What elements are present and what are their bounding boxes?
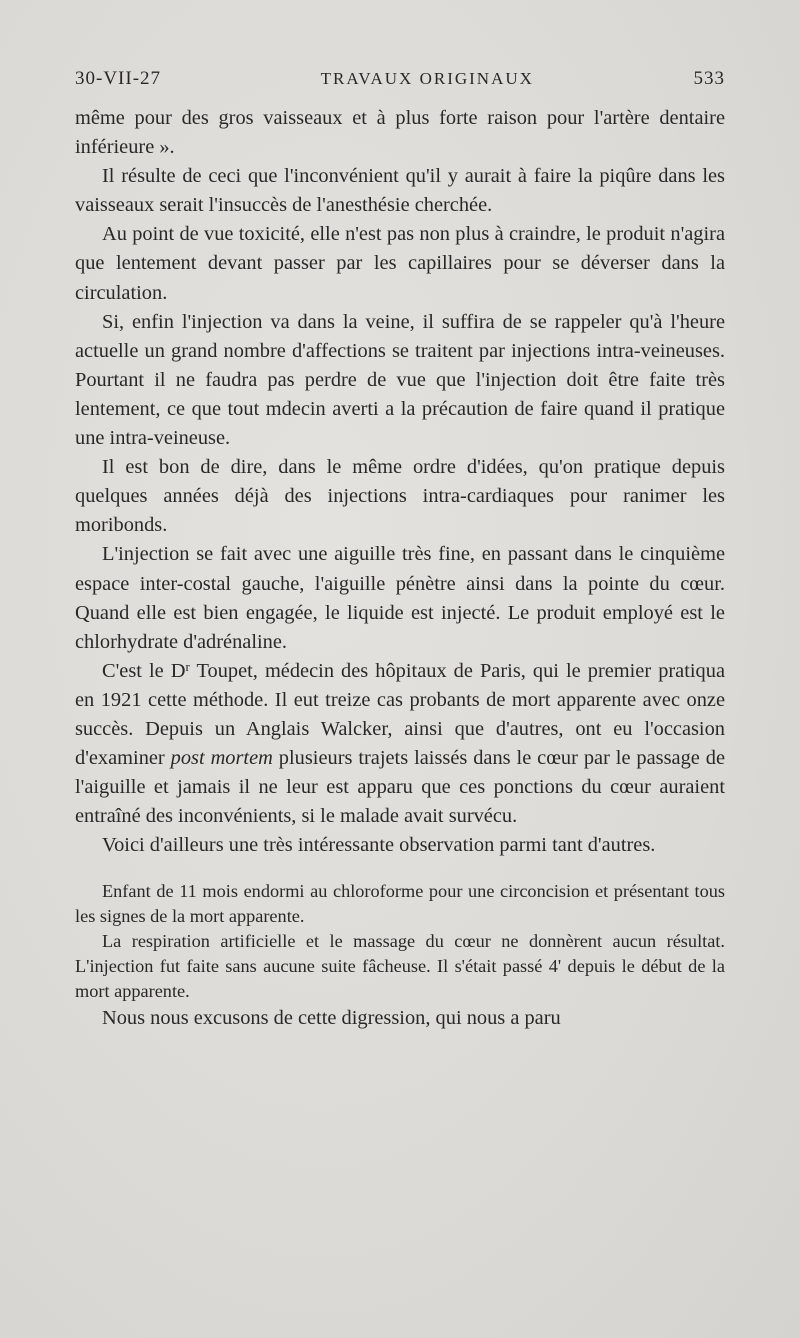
observation-block [75,879,725,1004]
observation-line-2: La respiration artificielle et le massage du cœur ne donnèrent aucun résultat. L'injection fut faite sans aucune suite fâcheuse. Il s'était passé 4' depuis le début de la mort apparente. [75,931,725,1002]
paragraph-6: L'injection se fait avec une aiguille très fine, en passant dans le cinquième espace inter-costal gauche, l'aiguille pénètre ainsi dans la pointe du cœur. Quand elle est bien engagée, le liquide est injecté. Le produit employé est le chlorhydrate d'adrénaline. [75,543,725,653]
running-head [75,68,725,96]
paragraph-4: Si, enfin l'injection va dans la veine, il suffira de se rappeler qu'à l'heure actuelle un grand nombre d'affections se traitent par injections intra-veineuses. Pourtant il ne faudra pas perdre de vue que l'injection doit être faite très lentement, ce que tout mdecin averti a la précaution de faire quand il pratique une intra-veineuse. [75,310,725,450]
paragraph-2: Il résulte de ceci que l'inconvénient qu'il y aurait à faire la piqûre dans les vaisseaux serait l'insuccès de l'anesthésie cherchée. [75,165,725,217]
observation-line-1: Enfant de 11 mois endormi au chloroforme pour une circoncision et présentant tous les signes de la mort apparente. [75,881,725,927]
paragraph-7-start: C'est le D [102,659,186,682]
paragraph-3: Au point de vue toxicité, elle n'est pas non plus à craindre, le produit n'agira que lentement devant passer par les capillaires pour se déverser dans la circulation. [75,223,725,304]
paragraph-1: même pour des gros vaisseaux et à plus forte raison pour l'artère dentaire inférieure ». [75,107,725,159]
paragraph-8: Voici d'ailleurs une très intéressante observation parmi tant d'autres. [102,834,656,857]
header-title: TRAVAUX ORIGINAUX [320,69,534,88]
post-mortem-italic: post mortem [170,747,273,770]
paragraph-9: Nous nous excusons de cette digression, qui nous a paru [102,1007,561,1030]
header-date: 30-VII-27 [75,68,162,89]
doctor-abbrev-sup: r [185,658,190,674]
paragraph-5: Il est bon de dire, dans le même ordre d'idées, qu'on pratique depuis quelques années déjà des injections intra-cardiaques pour ranimer les moribonds. [75,456,725,537]
paragraph-7 [75,657,725,832]
body-text [75,104,725,1034]
paragraph-7-middle: Toupet, médecin des hôpitaux de Paris, qui le premier pratiqua en 1921 cette méthode. Il eut treize cas probants de mort apparente avec onze succès. Depuis un Anglais Walcker, ainsi que d'autres, ont eu l'occasion d'examiner [75,659,725,770]
paragraph-7-end: plusieurs trajets laissés dans le cœur par le passage de l'aiguille et jamais il ne leur est apparu que ces ponctions du cœur auraient entraîné des inconvénients, si le malade avait survécu. [75,747,726,828]
page-number: 533 [693,68,725,89]
